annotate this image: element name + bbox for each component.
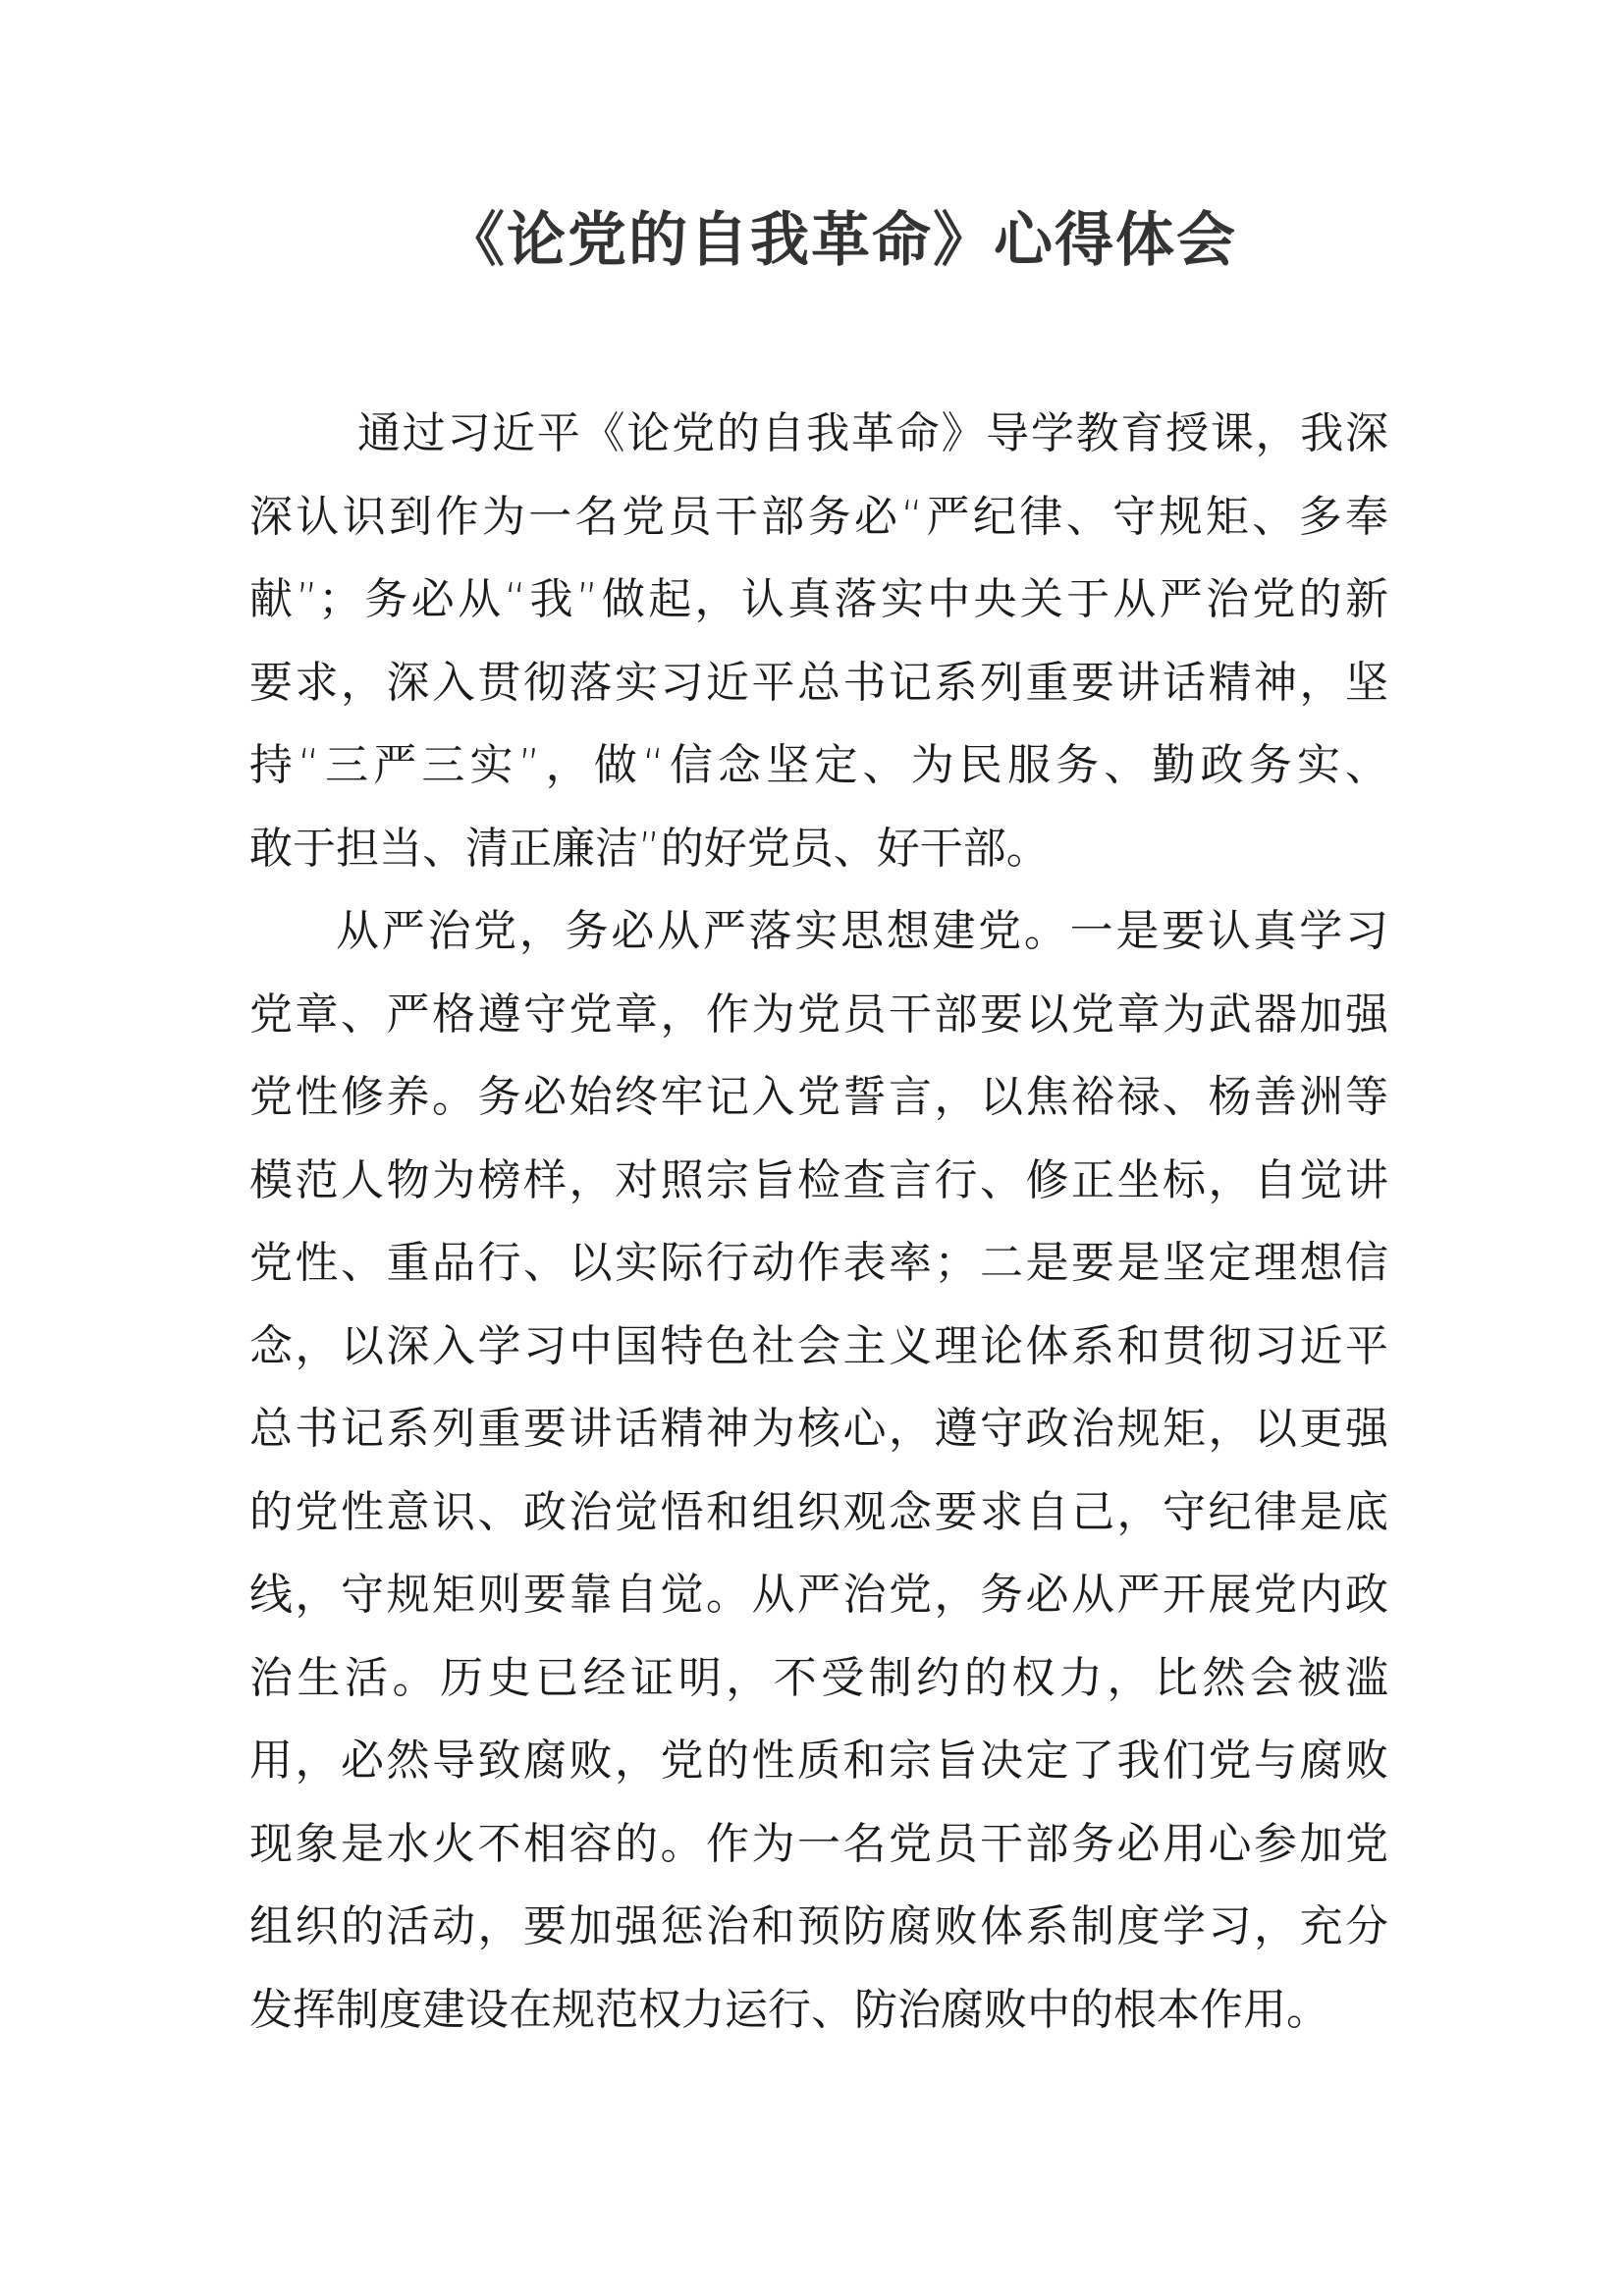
paragraph-line: 持“三严三实”，做“信念坚定、为民服务、勤政务实、 <box>249 740 1388 790</box>
paragraph-line: 敢于担当、清正廉洁”的好党员、好干部。 <box>249 823 1050 874</box>
paragraph-line: 念，以深入学习中国特色社会主义理论体系和贯彻习近平 <box>249 1320 1388 1371</box>
paragraph-line: 党性、重品行、以实际行动作表率；二是要是坚定理想信 <box>249 1238 1388 1288</box>
paragraph-line: 模范人物为榜样，对照宗旨检查言行、修正坐标，自觉讲 <box>249 1154 1388 1205</box>
paragraph-line: 治生活。历史已经证明，不受制约的权力，比然会被滥 <box>249 1652 1388 1703</box>
paragraph-line: 现象是水火不相容的。作为一名党员干部务必用心参加党 <box>249 1818 1388 1869</box>
document-title: 《论党的自我革命》心得体会 <box>446 206 1237 275</box>
paragraph-line: 从严治党，务必从严落实思想建党。一是要认真学习 <box>336 906 1388 956</box>
paragraph-line: 组织的活动，要加强惩治和预防腐败体系制度学习，充分 <box>249 1901 1388 1951</box>
paragraph-line: 献”；务必从“我”做起，认真落实中央关于从严治党的新 <box>249 574 1388 624</box>
paragraph-line: 线，守规矩则要靠自觉。从严治党，务必从严开展党内政 <box>249 1570 1388 1620</box>
paragraph-line: 要求，深入贯彻落实习近平总书记系列重要讲话精神，坚 <box>249 657 1388 708</box>
paragraph-line: 总书记系列重要讲话精神为核心，遵守政治规矩，以更强 <box>249 1404 1388 1454</box>
paragraph-line: 用，必然导致腐败，党的性质和宗旨决定了我们党与腐败 <box>249 1735 1388 1786</box>
paragraph-line: 的党性意识、政治觉悟和组织观念要求自己，守纪律是底 <box>249 1486 1388 1537</box>
paragraph-2 <box>249 890 1388 2052</box>
paragraph-line: 党性修养。务必始终牢记入党誓言，以焦裕禄、杨善洲等 <box>249 1072 1388 1122</box>
paragraph-line: 通过习近平《论党的自我革命》导学教育授课，我深 <box>357 408 1388 458</box>
document-body <box>249 393 1388 2052</box>
paragraph-line: 发挥制度建设在规范权力运行、防治腐败中的根本作用。 <box>249 1984 1329 2035</box>
paragraph-line: 党章、严格遵守党章，作为党员干部要以党章为武器加强 <box>249 988 1388 1040</box>
paragraph-1 <box>249 393 1388 890</box>
paragraph-line: 深认识到作为一名党员干部务必“严纪律、守规矩、多奉 <box>249 491 1388 542</box>
